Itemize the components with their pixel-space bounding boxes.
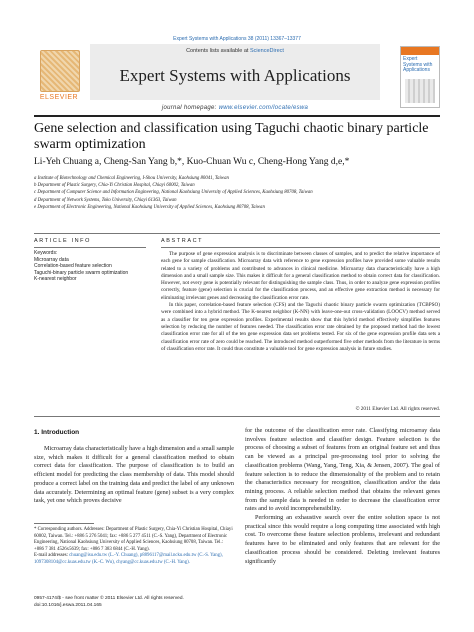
journal-homepage <box>90 105 380 111</box>
journal-reference-link[interactable]: Expert Systems with Applications 38 (2011) 13367–13377 <box>173 36 301 42</box>
elsevier-logo <box>34 50 84 106</box>
introduction-heading: 1. Introduction <box>34 429 80 436</box>
journal-header <box>34 44 440 114</box>
cover-band <box>401 47 439 55</box>
corresponding-author-footnote <box>34 527 234 567</box>
emails-prefix: E-mail addresses: <box>34 553 70 559</box>
keyword-item: Taguchi-binary particle swarm optimization <box>34 269 129 276</box>
keyword-item: K-nearest neighbor <box>34 276 77 282</box>
footnote-rule <box>34 523 94 524</box>
footnote-text: * Corresponding authors. Addresses: Department of Plastic Surgery, Chia-Yi Christian Hospital, Chiayi 60002, Taiwan. Tel.: +886 5 276 5041; fax: +886 5 277 4511 (C.-S. Yang), Department of Electronic Engineering, National Kaohsiung University of Applied Sciences, Kaohsiung 80708, Taiwan. Tel.: +886 7 381 4526x5639; fax: +886 7 383 6844 (C.-H. Yang). <box>34 527 233 552</box>
header-rule <box>34 115 440 117</box>
affiliation-line: d Department of Network Systems, Toko University, Chiayi 61363, Taiwan <box>34 197 177 203</box>
intro-paragraph: Performing an exhaustive search over the entire solution space is not practical since this would require a long computing time associated with high cost. To overcome these feature selection problems, irrelevant and redundant features have to be eliminated and only features that are relevant for the classification process should be considered. Deleting irrelevant features significantly <box>245 514 440 565</box>
homepage-url-link[interactable]: www.elsevier.com/locate/eswa <box>218 105 309 111</box>
keywords-block <box>34 250 146 283</box>
section-divider <box>34 233 440 234</box>
intro-left-column: Microarray data characteristically have a high dimension and a small sample size, which makes it difficult for a general classification method to obtain correct data for classification. The purpose of classification is to build an efficient model for predicting the class membership of data. This model should produce a correct label on the training data and predict the label of any unknown data accurately. Determining an optimal feature (gene) subset is a very complex task, yet one which proves decisive <box>34 445 234 505</box>
cover-graphic <box>405 79 435 103</box>
keyword-item: Microarray data <box>34 256 69 263</box>
intro-paragraph: for the outcome of the classification error rate. Classifying microarray data involves feature selection and classifier design. Feature selection is the process of choosing a subset of features from an original feature set and thus can be viewed as a principal pre-processing tool prior to solving the classification problems (Wang, Yang, Teng, Xia, & Jensen, 2007). The goal of feature selection is to reduce the dimensionality of the problem and to retain the characteristics necessary for recognition, classification and/or the data mining process. A reliable selection method that obtains the relevant genes from the sample data is needed in order to decrease the classification error rates and to avoid incomprehensibility. <box>245 427 440 513</box>
affiliations <box>34 175 440 211</box>
journal-cover-image <box>400 46 440 108</box>
paper-title: Gene selection and classification using Taguchi chaotic binary particle swarm optimization <box>34 121 429 152</box>
article-info-rule <box>34 247 146 248</box>
journal-title: Expert Systems with Applications <box>119 66 351 85</box>
email-links[interactable]: chuang@isu.edu.tw (L.-Y. Chuang), p8896117@mail.ncku.edu.tw (C.-S. Yang), 1097308104@cc.kuas.edu.tw (K.-C. Wu), chyang@cc.kuas.edu.tw (C.-H. Yang). <box>34 553 223 565</box>
issn-line: 0957-4174/$ - see front matter © 2011 Elsevier Ltd. All rights reserved. <box>34 596 184 601</box>
cover-title: Expert Systems with Applications <box>403 56 433 73</box>
contents-prefix: Contents lists available at <box>186 48 250 54</box>
keyword-item: Correlation-based feature selection <box>34 263 112 269</box>
abstract-bottom-rule <box>34 416 440 417</box>
affiliation-line: c Department of Computer Science and Information Engineering, National Kaohsiung University of Applied Sciences, Kaohsiung 80708, Taiwan <box>34 190 313 196</box>
intro-right-column <box>245 427 440 566</box>
abstract-copyright: © 2011 Elsevier Ltd. All rights reserved. <box>355 406 440 412</box>
footnote-emails <box>34 553 234 566</box>
doi-link[interactable]: doi:10.1016/j.eswa.2011.04.165 <box>34 602 102 608</box>
abstract-paragraph: The purpose of gene expression analysis is to discriminate between classes of samples, and to predict the relative importance of each gene for sample classification. Microarray data with reference to gene expression profiles have provided some valuable results related to a variety of problems and contributed to advances in clinical medicine. Microarray data characteristically have a high dimension and a small sample size. This makes it difficult for a general classification method to obtain correct data for classification. However, not every gene is potentially relevant for distinguishing the sample class. Thus, in order to analyze gene expression profiles correctly, feature (gene) selection is crucial for the classification process, and an effective gene extraction method is necessary for eliminating irrelevant genes and decreasing the classification error rate. <box>161 251 440 301</box>
abstract-paragraph: In this paper, correlation-based feature selection (CFS) and the Taguchi chaotic binary particle swarm optimization (TCBPSO) were combined into a hybrid method. The K-nearest neighbor (K-NN) with leave-one-out cross-validation (LOOCV) method served as a classifier for ten gene expression profiles. Experimental results show that this hybrid method effectively simplifies features selection by reducing the number of features needed. The classification error rate obtained by the proposed method had the lowest classification error rate for all of the ten gene expression data set problems tested. For six of the gene expression profile data sets a classification error rate of zero could be reached. The introduced method outperformed five other methods from the literature in terms of classification error rate. It could thus constitute a valuable tool for gene expression analysis in future studies. <box>161 302 440 352</box>
sciencedirect-link[interactable]: ScienceDirect <box>249 48 284 54</box>
affiliation-line: b Department of Plastic Surgery, Chia-Yi Christian Hospital, Chiayi 60002, Taiwan <box>34 183 195 189</box>
keywords-heading: Keywords: <box>34 250 58 256</box>
article-info-label: ARTICLE INFO <box>34 238 91 244</box>
abstract-rule <box>161 247 440 248</box>
abstract-label: ABSTRACT <box>161 238 204 244</box>
contents-line <box>90 48 380 54</box>
homepage-prefix: journal homepage: <box>161 105 219 111</box>
affiliation-line: e Department of Electronic Engineering, National Kaohsiung University of Applied Sciences, Kaohsiung 80708, Taiwan <box>34 204 265 210</box>
elsevier-tree-icon <box>40 50 80 92</box>
elsevier-logo-text: ELSEVIER <box>39 94 79 101</box>
abstract-body <box>161 251 440 353</box>
affiliation-line: a Institute of Biotechnology and Chemical Engineering, I-Shou University, Kaohsiung 80041, Taiwan <box>34 176 229 181</box>
article-identifiers <box>34 596 184 609</box>
journal-banner <box>90 44 380 100</box>
paper-authors: Li-Yeh Chuang a, Cheng-San Yang b,*, Kuo-Chuan Wu c, Cheng-Hong Yang d,e,* <box>34 157 350 167</box>
